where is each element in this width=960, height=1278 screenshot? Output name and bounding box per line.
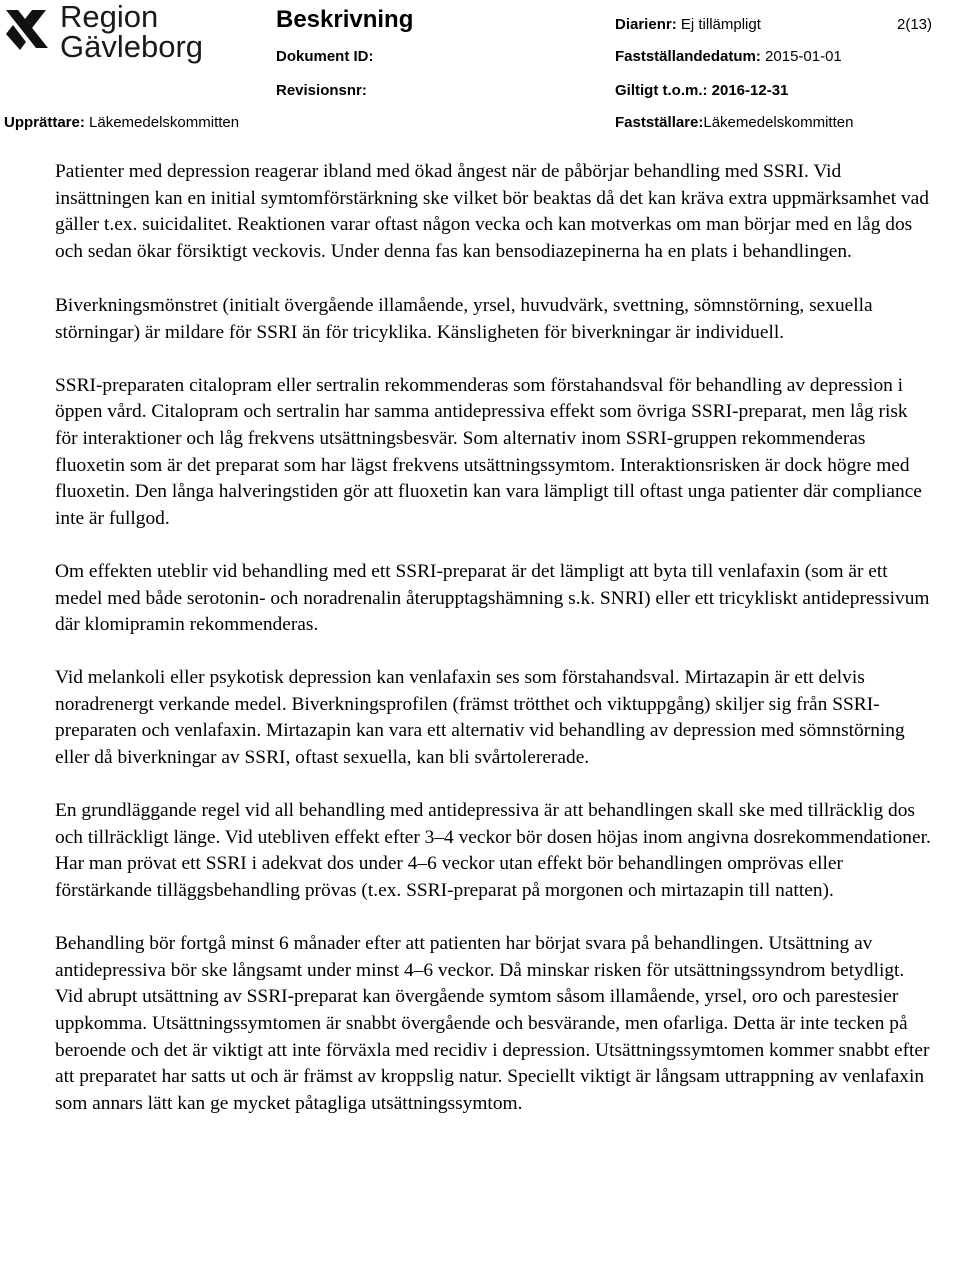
logo-mark-icon bbox=[2, 4, 52, 56]
logo-line-2: Gävleborg bbox=[60, 29, 204, 64]
paragraph-first-choice-ssri: SSRI-preparaten citalopram eller sertralin rekommenderas som förstahandsval för behandling av depression i öppen vård. Citalopram och sertralin har samma antidepressiva effekt som övriga SSRI-preparat, men låg risk för interaktioner och låg frekvens utsättningsbesvär. Som alternativ inom SSRI-gruppen rekommenderas fluoxetin som är det preparat som har lägst frekvens utsättningssymtom. Interaktionsrisken är dock högre med fluoxetin. Den långa halveringstiden gör att fluoxetin kan vara lämpligt till oftast unga patienter där compliance inte är fullgod. bbox=[55, 374, 922, 529]
faststallare-field bbox=[615, 114, 853, 132]
faststallare-value: Läkemedelskommitten bbox=[703, 114, 854, 131]
paragraph-melancholia: Vid melankoli eller psykotisk depression kan venlafaxin ses som förstahandsval. Mirtazapin är ett delvis noradrenergt verkande medel. Biverkningsprofilen (främst trötthet och viktuppgång) skiljer sig från SSRI-preparaten och venlafaxin. Mirtazapin kan vara ett alternativ vid behandling av depression med sömnstörning eller då biverkningar av SSRI, oftast sexuella, kan bli svårtolererade. bbox=[55, 667, 905, 769]
document-body bbox=[55, 159, 935, 1144]
faststallare-label: Fastställare: bbox=[615, 114, 704, 131]
paragraph-dosage-rule: En grundläggande regel vid all behandling med antidepressiva är att behandlingen skall ske med tillräcklig dos och tillräckligt länge. Vid utebliven effekt efter 3–4 veckor bör dosen höjas inom angivna dosrekommendationer. Har man prövat ett SSRI i adekvat dos under 4–6 veckor utan effekt bör behandlingen omprövas eller förstärkande tilläggsbehandling prövas (t.ex. SSRI-preparat på morgonen och mirtazapin till natten). bbox=[55, 800, 931, 902]
logo-line-1: Region bbox=[60, 0, 159, 34]
dokument-id-label: Dokument ID: bbox=[276, 48, 374, 65]
upprattare-label: Upprättare: bbox=[4, 114, 85, 131]
diarienr-label: Diarienr: bbox=[615, 16, 677, 33]
diarienr-value: Ej tillämpligt bbox=[680, 16, 761, 33]
upprattare-field bbox=[4, 114, 239, 132]
page-number: 2(13) bbox=[897, 16, 933, 33]
faststallandedatum-field bbox=[615, 48, 842, 66]
diarienr-field bbox=[615, 16, 761, 34]
region-gavleborg-logo bbox=[0, 0, 215, 66]
faststallandedatum-value: 2015-01-01 bbox=[765, 48, 842, 65]
document-type-title: Beskrivning bbox=[276, 6, 414, 33]
giltigt-value: 2016-12-31 bbox=[711, 82, 789, 99]
giltigt-label: Giltigt t.o.m.: bbox=[615, 82, 708, 99]
paragraph-ssri-initial-anxiety: Patienter med depression reagerar ibland med ökad ångest när de påbörjar behandling med SSRI. Vid insättningen kan en initial symtomförstärkning ske vilket bör beaktas då det kan kräva extra uppmärksamhet vad gäller t.ex. suicidalitet. Reaktionen varar oftast någon vecka och kan motverkas om man börjar med en låg dos och sedan ökar försiktigt veckovis. Under denna fas kan bensodiazepinerna ha en plats i behandlingen. bbox=[55, 161, 929, 262]
giltigt-field bbox=[615, 82, 788, 100]
revisionsnr-label: Revisionsnr: bbox=[276, 82, 367, 99]
upprattare-value: Läkemedelskommitten bbox=[89, 114, 240, 131]
paragraph-side-effects: Biverkningsmönstret (initialt övergående illamående, yrsel, huvudvärk, svettning, sömnstörning, sexuella störningar) är mildare för SSRI än för tricyklika. Känsligheten för biverkningar är individuell. bbox=[55, 294, 873, 343]
paragraph-treatment-duration: Behandling bör fortgå minst 6 månader efter att patienten har börjat svara på behandlingen. Utsättning av antidepressiva bör ske långsamt under minst 4–6 veckor. Då minskar risken för utsättningssyndrom betydligt. Vid abrupt utsättning av SSRI-preparat kan övergående symtom såsom illamående, yrsel, oro och parestesier uppkomma. Utsättningssymtomen är snabbt övergående och besvärande, men ofarliga. Detta är inte tecken på beroende och det är viktigt att inte förväxla med recidiv i depression. Utsättningssymtomen kommer snabbt efter att preparatet har satts ut och är främst av kroppslig natur. Speciellt viktigt är långsam uttrappning av venlafaxin som annars lätt kan ge mycket påtagliga utsättningssymtom. bbox=[55, 933, 930, 1114]
paragraph-switch-treatment: Om effekten uteblir vid behandling med ett SSRI-preparat är det lämpligt att byta till venlafaxin (som är ett medel med både serotonin- och noradrenalin återupptagshämning s.k. SNRI) eller ett tricykliskt antidepressivum där klomipramin rekommenderas. bbox=[55, 560, 930, 636]
faststallandedatum-label: Fastställandedatum: bbox=[615, 48, 761, 65]
